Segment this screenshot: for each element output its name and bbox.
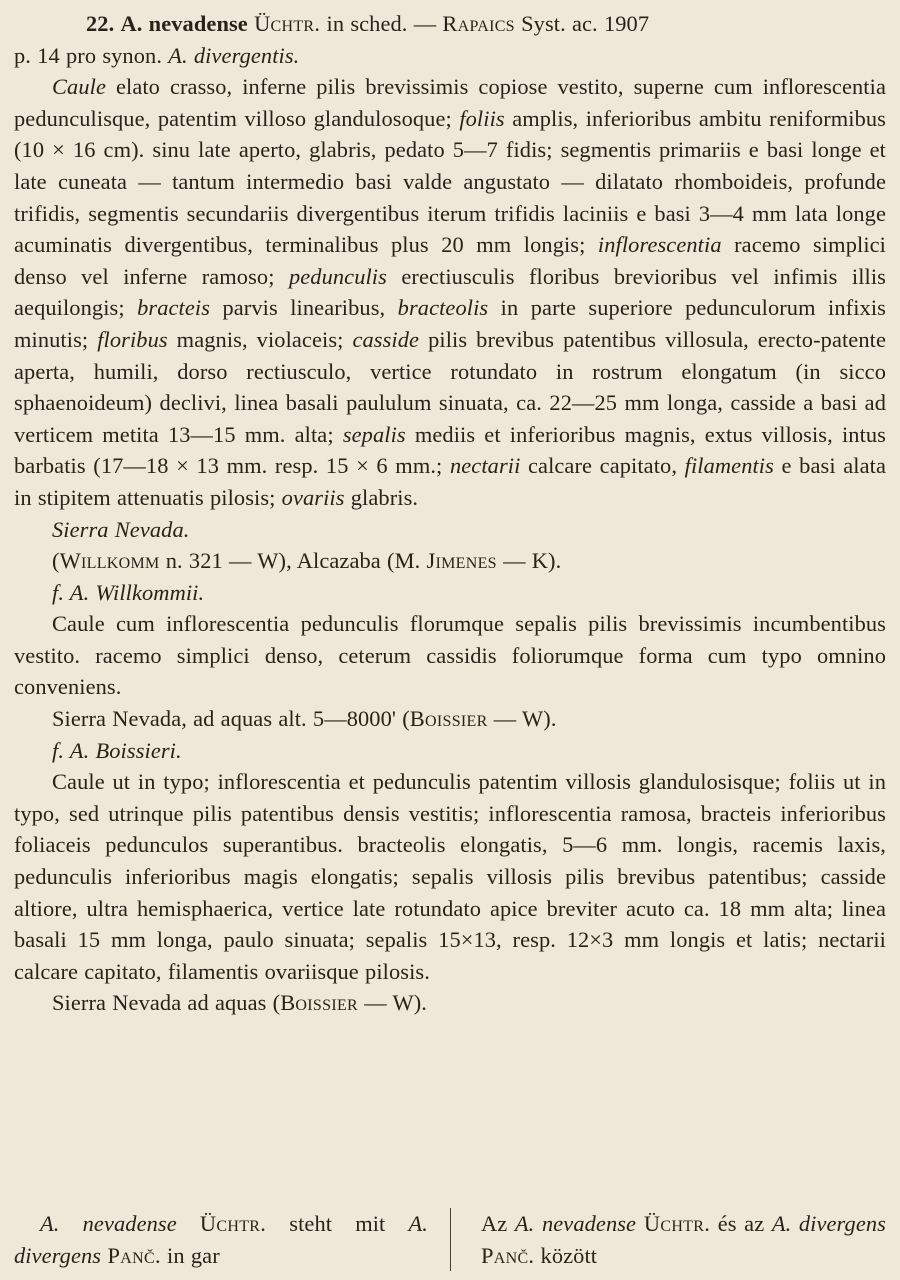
desc-term-22: ovariis <box>281 484 345 510</box>
desc-term-4: inflorescentia <box>597 232 722 258</box>
collection-citation-1 <box>14 545 886 577</box>
desc-text-7: erectiusculis floribus brevioribus vel infimis illis aequilongis; <box>14 263 886 321</box>
taxon-heading <box>14 8 886 40</box>
note-r-tail: között <box>534 1242 598 1268</box>
desc-text-21: e basi alata in stipitem attenuatis pilosis; <box>14 453 886 510</box>
note-hungarian-column <box>450 1208 886 1271</box>
note-hungarian-text <box>481 1208 886 1271</box>
note-r-taxon: A. nevadense <box>514 1211 637 1236</box>
form-willkommii-description: Caule cum inflorescentia pedunculis florumque sepalis pilis brevissimis incumbentibus vestito. racemo simplici denso, ceterum cassidis foliorumque forma cum typo omnino conveniens. <box>14 611 886 700</box>
note-l-compared-author: Panč. <box>101 1242 161 1268</box>
latin-description-paragraph <box>14 71 886 513</box>
note-l-verb: steht <box>266 1211 333 1236</box>
desc-text-3: amplis, inferioribus ambitu reniformibus (10 × 16 cm). sinu late aperto, glabris, pedato 5—7 fidis; segmentis primariis e basi longe et late cuneata — tantum intermedio basi valde angustato — dilatato rhomboideis, profunde trifidis, segmentis secundariis divergentibus iterum trifidis laciniis e basi 3—4 mm lata longe acuminatis divergentibus, terminalibus plus 20 mm longis; <box>14 105 886 258</box>
note-r-compared-author: Panč. <box>481 1242 535 1268</box>
note-l-author: Üchtr. <box>199 1211 267 1236</box>
note-l-tail: in gar <box>160 1242 220 1268</box>
desc-text-19: calcare capitato, <box>520 453 685 479</box>
synonym-prefix: p. 14 pro synon. <box>14 42 169 68</box>
locality-sierra-nevada-1: Sierra Nevada. <box>52 516 190 542</box>
collector-willkomm: Willkomm <box>59 548 160 574</box>
locality-3-prefix: Sierra Nevada ad aquas ( <box>52 990 281 1016</box>
form-boissieri-description: Caule ut in typo; inflorescentia et pedunculis patentim villosis glandulosisque; foliis ut in typo, sed utrinque pilis patentibus densis vestitis; inflorescentia ramosa, bracteis inferioribus foliaceis pedunculos superantibus. bracteolis elongatis, 5—6 mm. longis, racemis laxis, pedunculis inferioribus magis elongatis; sepalis villosis pilis brevibus patentibus; casside altiore, ultra hemisphaerica, vertice late rotundato apice breviter acuto ca. 18 mm alta; linea basali 15 mm longa, paulo sinuata; sepalis 15×13, resp. 12×3 mm longis et latis; nectarii calcare capitato, filamentis ovariisque pilosis. <box>14 769 886 984</box>
taxon-genus-abbrev: A. <box>120 11 143 36</box>
desc-text-23: glabris. <box>344 484 419 510</box>
desc-term-6: pedunculis <box>288 263 387 289</box>
reference-citation: Syst. ac. 1907 <box>521 11 650 36</box>
collection-middle: n. 321 — W), Alcazaba (M. <box>159 548 427 574</box>
desc-term-20: filamentis <box>684 453 774 479</box>
desc-term-2: foliis <box>459 105 505 131</box>
desc-text-9: parvis linearibus, <box>210 295 398 321</box>
form-heading-willkommii: f. A. Willkommii. <box>52 579 205 605</box>
desc-term-10: bracteolis <box>397 295 489 321</box>
desc-text-5: racemo simplici denso vel inferne ramoso; <box>14 232 886 289</box>
note-r-az-2: az <box>744 1211 772 1236</box>
desc-text-15: pilis brevibus patentibus villosula, erecto-patente aperta, humili, dorso rectiusculo, vertice rotundato in rostrum elongatum (in sicco sphaenoideum) declivi, linea basali paululum sinuata, ca. 22—25 mm longa, casside a basi ad verticem metita 13—15 mm. alta; <box>14 326 886 447</box>
desc-text-1: elato crasso, inferne pilis brevissimis copiose vestito, superne cum inflorescentia pedunculisque, patentim villoso glandulosoque; <box>14 74 886 131</box>
note-latin-column <box>14 1208 450 1271</box>
desc-term-12: floribus <box>97 326 168 352</box>
taxon-author: Üchtr. <box>254 11 321 36</box>
desc-term-16: sepalis <box>342 421 406 447</box>
reference-author: Rapaics <box>442 11 515 36</box>
note-l-mit: mit <box>355 1211 409 1236</box>
desc-term-18: nectarii <box>449 453 521 479</box>
locality-sierra-nevada-2 <box>14 703 886 735</box>
note-r-az-1: Az <box>481 1211 515 1236</box>
note-r-es: és <box>710 1211 737 1236</box>
taxon-species: nevadense <box>148 11 248 36</box>
locality-2-suffix: — W). <box>487 706 557 732</box>
desc-term-0: Caule <box>52 74 106 100</box>
taxon-heading-rest: in sched. — <box>326 11 443 36</box>
note-l-compared-taxon: A. divergens <box>14 1211 428 1268</box>
note-latin-text <box>14 1208 428 1271</box>
text-column <box>14 8 886 1019</box>
desc-text-17: mediis et inferioribus magnis, extus villosis, intus barbatis (17—18 × 13 mm. resp. 15 × 6 mm.; <box>14 421 886 479</box>
note-r-author: Üchtr. <box>636 1211 711 1236</box>
synonym-name: A. divergentis. <box>168 42 300 68</box>
locality-2-prefix: Sierra Nevada, ad aquas alt. 5—8000' ( <box>52 706 410 732</box>
desc-term-8: bracteis <box>137 295 211 321</box>
collector-jimenes: Jimenes <box>426 548 497 574</box>
desc-term-14: casside <box>352 326 420 352</box>
collection-suffix: — K). <box>496 548 562 574</box>
desc-text-11: in parte superiore pedunculorum infixis minutis; <box>14 295 886 352</box>
bilingual-note <box>14 1208 886 1271</box>
note-l-species: nevadense <box>59 1211 200 1236</box>
desc-text-13: magnis, violaceis; <box>167 326 353 352</box>
collection-prefix: ( <box>52 548 60 574</box>
collector-boissier-1: Boissier <box>409 706 488 732</box>
locality-3-suffix: — W). <box>358 990 427 1016</box>
collector-boissier-2: Boissier <box>280 990 358 1016</box>
taxon-number: 22. <box>86 11 115 36</box>
taxon-synonym-line <box>14 40 886 72</box>
locality-sierra-nevada-3 <box>14 987 886 1019</box>
note-l-genus: A. <box>40 1211 60 1236</box>
form-heading-boissieri: f. A. Boissieri. <box>52 737 182 763</box>
note-r-compared-taxon: A. divergens <box>771 1211 886 1236</box>
